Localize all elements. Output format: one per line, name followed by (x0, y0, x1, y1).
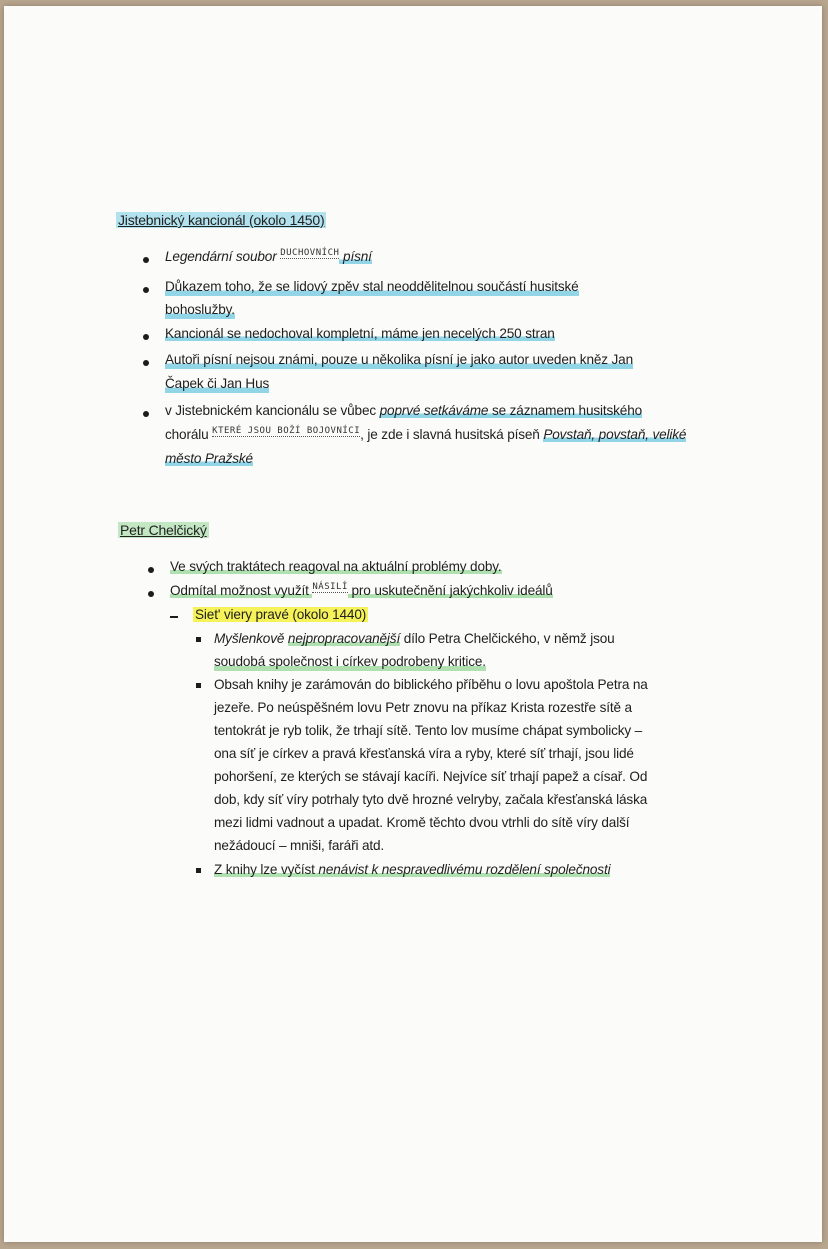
list-item: Myšlenkově nejpropracovanější dílo Petra Chelčického, v němž jsou (214, 631, 615, 646)
square-bullet-icon (196, 868, 201, 873)
list-item-continuation: nežádoucí – mniši, faráři atd. (214, 838, 385, 853)
sub-heading: Siet' viery pravé (okolo 1440) (195, 607, 367, 622)
document-content (4, 6, 822, 1242)
bullet-icon (143, 257, 149, 263)
list-item: Obsah knihy je zarámován do biblického příběhu o lovu apoštola Petra na (214, 677, 648, 692)
handwritten-note: KTERÉ JSOU BOŽÍ BOJOVNÍCI (212, 426, 361, 436)
list-item: Odmítal možnost využít $^{NÁSILÍ}$ pro uskutečnění jakýchkoliv ideálů (170, 582, 553, 598)
list-item: Ve svých traktátech reagoval na aktuální problémy doby. (170, 559, 502, 574)
bullet-icon (148, 591, 154, 597)
heading-jistebnicky-kancional: Jistebnický kancionál (okolo 1450) (118, 212, 325, 228)
list-item-continuation: bohoslužby. (165, 302, 235, 317)
list-item-continuation: soudobá společnost i církev podrobeny kritice. (214, 654, 486, 669)
list-item: Autoři písní nejsou známi, pouze u několika písní je jako autor uveden kněz Jan (165, 352, 634, 367)
bullet-icon (143, 334, 149, 340)
square-bullet-icon (196, 637, 201, 642)
bullet-icon (143, 360, 149, 366)
bullet-icon (148, 567, 154, 573)
list-item-continuation: ona síť je církev a pravá křesťanská víra a ryby, které síť trhají, jsou lidé (214, 746, 634, 761)
list-item-continuation: Čapek či Jan Hus (165, 376, 270, 391)
list-item-continuation: město Pražské (165, 451, 253, 466)
list-item: Kancionál se nedochoval kompletní, máme jen necelých 250 stran (165, 326, 555, 341)
list-item: Legendární soubor $^{DUCHOVNÍCH}$ písní (165, 248, 372, 264)
list-item-continuation: chorálu $^{KTERÉ JSOU BOŽÍ BOJOVNÍCI}$, je zde i slavná husitská píseň Povstaň, povstaň, veliké (165, 426, 687, 442)
list-item-continuation: mezi lidmi vadnout a upadat. Kromě těchto dvou vtrhli do sítě víry další (214, 815, 630, 830)
paper-sheet (4, 6, 822, 1242)
dash-icon (170, 616, 178, 618)
list-item-continuation: dob, kdy síť víry potrhaly tyto dvě hrozné velryby, začala křesťanská láska (214, 792, 648, 807)
bullet-icon (143, 287, 149, 293)
square-bullet-icon (196, 683, 201, 688)
list-item: Z knihy lze vyčíst nenávist k nespravedlivému rozdělení společnosti (214, 862, 611, 877)
list-item-continuation: jezeře. Po neúspěšném lovu Petr znovu na příkaz Krista rozestře sítě a (214, 700, 632, 715)
list-item-continuation: tentokrát je ryb tolik, že trhají sítě. Tento lov musíme chápat symbolicky – (214, 723, 643, 738)
handwritten-note: DUCHOVNÍCH (280, 248, 340, 258)
list-item: v Jistebnickém kancionálu se vůbec poprvé setkáváme se záznamem husitského (165, 403, 643, 418)
handwritten-note: NÁSILÍ (312, 582, 348, 592)
list-item: Důkazem toho, že se lidový zpěv stal neoddělitelnou součástí husitské (165, 279, 579, 294)
heading-petr-chelcicky: Petr Chelčický (120, 522, 207, 538)
bullet-icon (143, 411, 149, 417)
list-item-continuation: pohoršení, ze kterých se stávají kacíři. Nejvíce síť trhají papež a císař. Od (214, 769, 648, 784)
